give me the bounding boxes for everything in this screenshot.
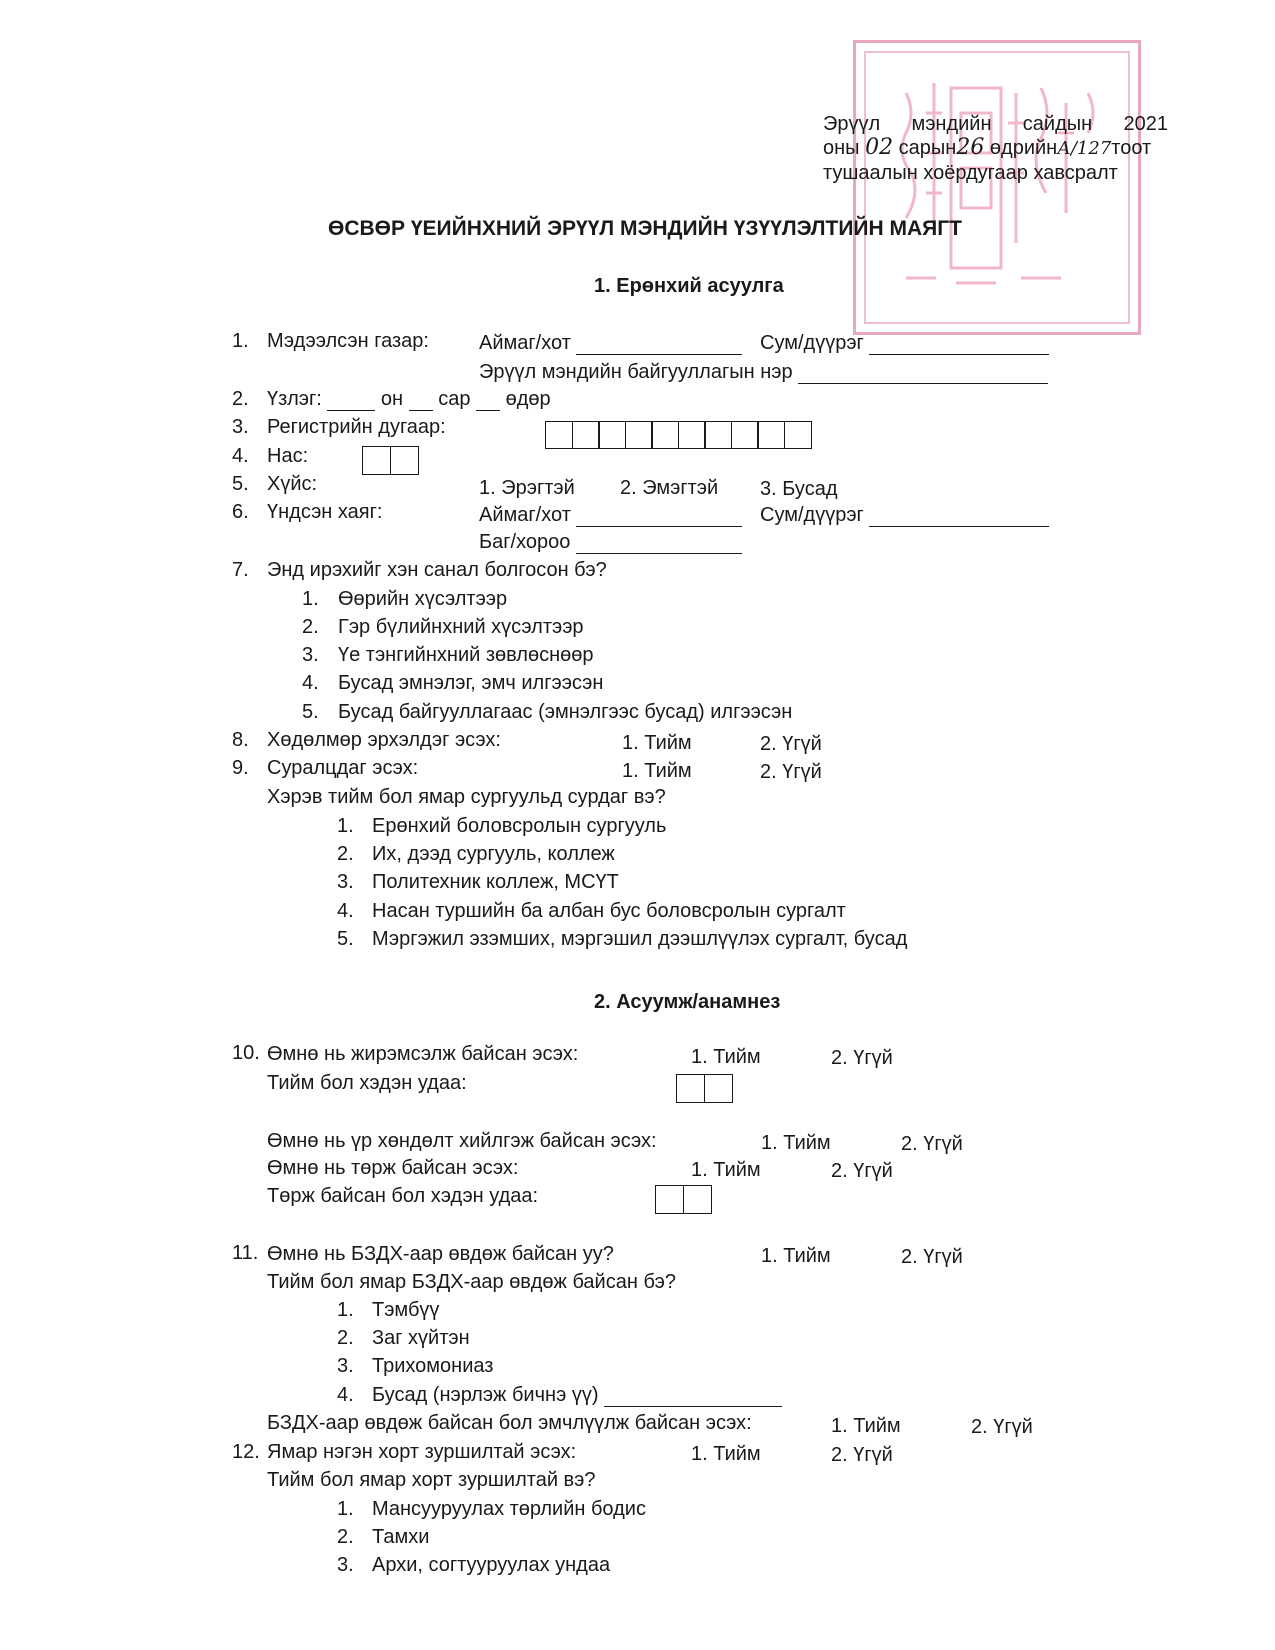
question-sublabel: Тийм бол ямар БЗДХ-аар өвдөж байсан бэ? [267,1271,677,1293]
handwritten-month: 02 [865,135,894,160]
page-title: ӨСВӨР ҮЕИЙНХНИЙ ЭРҮҮЛ МЭНДИЙН ҮЗҮҮЛЭЛТИЙН МАЯГТ [328,217,962,240]
option-male[interactable]: 1. Эрэгтэй [479,477,575,499]
field-label: Эрүүл мэндийн байгууллагын нэр [479,361,793,383]
q1-sum-line[interactable] [869,336,1049,355]
option-no[interactable]: 2. Үгүй [831,1047,893,1069]
list-number: 1. [337,1299,354,1321]
question-sublabel: Тийм бол ямар хорт зуршилтай вэ? [267,1469,596,1491]
list-number: 2. [337,843,354,865]
list-number: 4. [302,672,319,694]
age-boxes[interactable] [362,446,417,475]
list-number: 1. [337,815,354,837]
header-word: 2021 [1123,113,1168,135]
digit-box[interactable] [683,1185,712,1214]
digit-box[interactable] [655,1185,684,1214]
question-label: Үндсэн хаяг: [267,501,383,523]
list-item[interactable]: Их, дээд сургууль, коллеж [372,843,615,865]
question-label: Суралцдаг эсэх: [267,757,419,779]
q6-bag [479,530,742,554]
option-yes[interactable]: 1. Тийм [761,1245,831,1267]
register-number-boxes[interactable] [545,421,810,449]
digit-box[interactable] [676,1074,705,1103]
question-number: 8. [232,729,249,751]
header-word: сарын [898,137,957,159]
digit-box[interactable] [784,421,812,449]
list-number: 5. [337,928,354,950]
option-no[interactable]: 2. Үгүй [760,761,822,783]
q11-other [372,1383,782,1407]
question-sublabel: Өмнө нь төрж байсан эсэх: [267,1157,519,1179]
option-no[interactable]: 2. Үгүй [831,1444,893,1466]
question-number: 3. [232,416,249,438]
option-yes[interactable]: 1. Тийм [622,732,692,754]
option-no[interactable]: 2. Үгүй [901,1133,963,1155]
handwritten-number: А/127 [1057,138,1112,159]
list-item[interactable]: Үе тэнгийнхний зөвлөснөөр [338,644,594,666]
question-label: Өмнө нь жирэмсэлж байсан эсэх: [267,1043,579,1065]
list-number: 4. [337,1384,354,1406]
option-other[interactable]: 3. Бусад [760,478,838,500]
question-number: 10. [232,1042,260,1064]
list-item[interactable]: Гэр бүлийнхний хүсэлтээр [338,616,584,638]
option-yes[interactable]: 1. Тийм [691,1159,761,1181]
handwritten-day: 26 [956,135,985,160]
q6-bag-line[interactable] [576,535,742,554]
list-item[interactable]: Мэргэжил эзэмших, мэргэшил дээшлүүлэх сургалт, бусад [372,928,908,950]
question-label: Хөдөлмөр эрхэлдэг эсэх: [267,729,501,751]
list-number: 3. [337,1355,354,1377]
q2-row [267,387,551,411]
list-item[interactable]: Заг хүйтэн [372,1327,470,1349]
option-no[interactable]: 2. Үгүй [901,1246,963,1268]
q1-aimag [479,331,742,355]
question-number: 12. [232,1441,260,1463]
list-number: 2. [337,1327,354,1349]
digit-box[interactable] [545,421,573,449]
question-sublabel: Төрж байсан бол хэдэн удаа: [267,1185,539,1207]
list-number: 3. [302,644,319,666]
question-number: 6. [232,501,249,523]
list-number: 1. [337,1498,354,1520]
question-sublabel: Хэрэв тийм бол ямар сургуульд сурдаг вэ? [267,786,666,808]
question-number: 9. [232,757,249,779]
q6-sum [760,503,1049,527]
question-label: Үзлэг: [267,388,322,410]
field-label: сар [438,388,471,410]
list-item[interactable]: Архи, согтууруулах ундаа [372,1554,611,1576]
question-number: 11. [232,1242,259,1264]
option-yes[interactable]: 1. Тийм [691,1046,761,1068]
option-no[interactable]: 2. Үгүй [831,1160,893,1182]
q2-month-line[interactable] [409,392,433,411]
list-item[interactable]: Тамхи [372,1526,430,1548]
list-number: 5. [302,701,319,723]
question-label: Нас: [267,445,309,467]
stamp-seal-icon [856,43,1144,338]
list-number: 4. [337,900,354,922]
digit-box[interactable] [731,421,759,449]
list-number: 2. [302,616,319,638]
option-yes[interactable]: 1. Тийм [691,1443,761,1465]
question-number: 1. [232,330,249,352]
digit-box[interactable] [625,421,653,449]
question-number: 5. [232,473,249,495]
digit-box[interactable] [390,446,419,475]
section-heading-1: 1. Ерөнхий асуулга [594,275,784,297]
digit-box[interactable] [598,421,626,449]
option-yes[interactable]: 1. Тийм [831,1415,901,1437]
header-line-3: тушаалын хоёрдугаар хавсралт [823,162,1118,184]
field-label: Сум/дүүрэг [760,332,864,354]
official-stamp [853,40,1141,335]
list-item[interactable]: Насан туршийн ба албан бус боловсролын сургалт [372,900,846,922]
option-female[interactable]: 2. Эмэгтэй [620,477,719,499]
q6-aimag-line[interactable] [576,508,742,527]
header-word: өдрийн [989,137,1058,159]
option-no[interactable]: 2. Үгүй [971,1416,1033,1438]
q1-aimag-line[interactable] [576,336,742,355]
q6-aimag [479,503,742,527]
digit-box[interactable] [651,421,679,449]
field-label: Аймаг/хот [479,332,571,354]
section-heading-2: 2. Асуумж/анамнез [594,991,781,1013]
q1-org [479,360,1048,384]
list-item[interactable]: Бусад байгууллагаас (эмнэлгээс бусад) илгээсэн [338,701,793,723]
list-number: 1. [302,588,319,610]
q1-org-line[interactable] [798,365,1048,384]
header-line-1 [823,112,1168,136]
q2-day-line[interactable] [476,392,500,411]
q6-sum-line[interactable] [869,508,1049,527]
question-label: Мэдээлсэн газар: [267,330,429,352]
list-item[interactable]: Бусад эмнэлэг, эмч илгээсэн [338,672,604,694]
header-word: тоот [1111,137,1152,159]
list-item[interactable]: Мансууруулах төрлийн бодис [372,1498,646,1520]
header-word: оны [823,137,860,159]
option-no[interactable]: 2. Үгүй [760,733,822,755]
question-label: Хүйс: [267,473,318,495]
header-line-2 [823,136,1151,161]
digit-box[interactable] [572,421,600,449]
field-label: он [380,388,404,410]
question-sublabel: БЗДХ-аар өвдөж байсан бол эмчлүүлж байсан эсэх: [267,1412,752,1434]
q11-other-line[interactable] [604,1388,782,1407]
list-item[interactable]: Трихомониаз [372,1355,494,1377]
digit-box[interactable] [704,421,732,449]
question-sublabel: Тийм бол хэдэн удаа: [267,1072,467,1094]
birth-count-boxes[interactable] [655,1185,710,1214]
header-word: сайдын [1022,113,1093,135]
question-number: 7. [232,559,249,581]
digit-box[interactable] [757,421,785,449]
list-number: 2. [337,1526,354,1548]
field-label: өдөр [505,388,551,410]
question-label: Регистрийн дугаар: [267,416,446,438]
list-number: 3. [337,1554,354,1576]
digit-box[interactable] [362,446,391,475]
pregnancy-count-boxes[interactable] [676,1074,731,1103]
list-number: 3. [337,871,354,893]
list-item[interactable]: Политехник коллеж, МСҮТ [372,871,619,893]
question-label: Энд ирэхийг хэн санал болгосон бэ? [267,559,607,581]
list-item[interactable]: Ерөнхий боловсролын сургууль [372,815,667,837]
field-label: Баг/хороо [479,531,571,553]
digit-box[interactable] [678,421,706,449]
q1-sum [760,331,1049,355]
option-yes[interactable]: 1. Тийм [761,1132,831,1154]
question-label: Ямар нэгэн хорт зуршилтай эсэх: [267,1441,577,1463]
q2-year-line[interactable] [327,392,375,411]
header-word: Эрүүл [823,113,881,135]
question-label: Өмнө нь БЗДХ-аар өвдөж байсан уу? [267,1243,614,1265]
question-number: 2. [232,388,249,410]
digit-box[interactable] [704,1074,733,1103]
question-sublabel: Өмнө нь үр хөндөлт хийлгэж байсан эсэх: [267,1130,657,1152]
list-item[interactable]: Бусад (нэрлэж бичнэ үү) [372,1384,599,1406]
field-label: Сум/дүүрэг [760,504,864,526]
option-yes[interactable]: 1. Тийм [622,760,692,782]
header-word: мэндийн [911,113,992,135]
list-item[interactable]: Өөрийн хүсэлтээр [338,588,508,610]
list-item[interactable]: Тэмбүү [372,1299,440,1321]
question-number: 4. [232,445,249,467]
field-label: Аймаг/хот [479,504,571,526]
